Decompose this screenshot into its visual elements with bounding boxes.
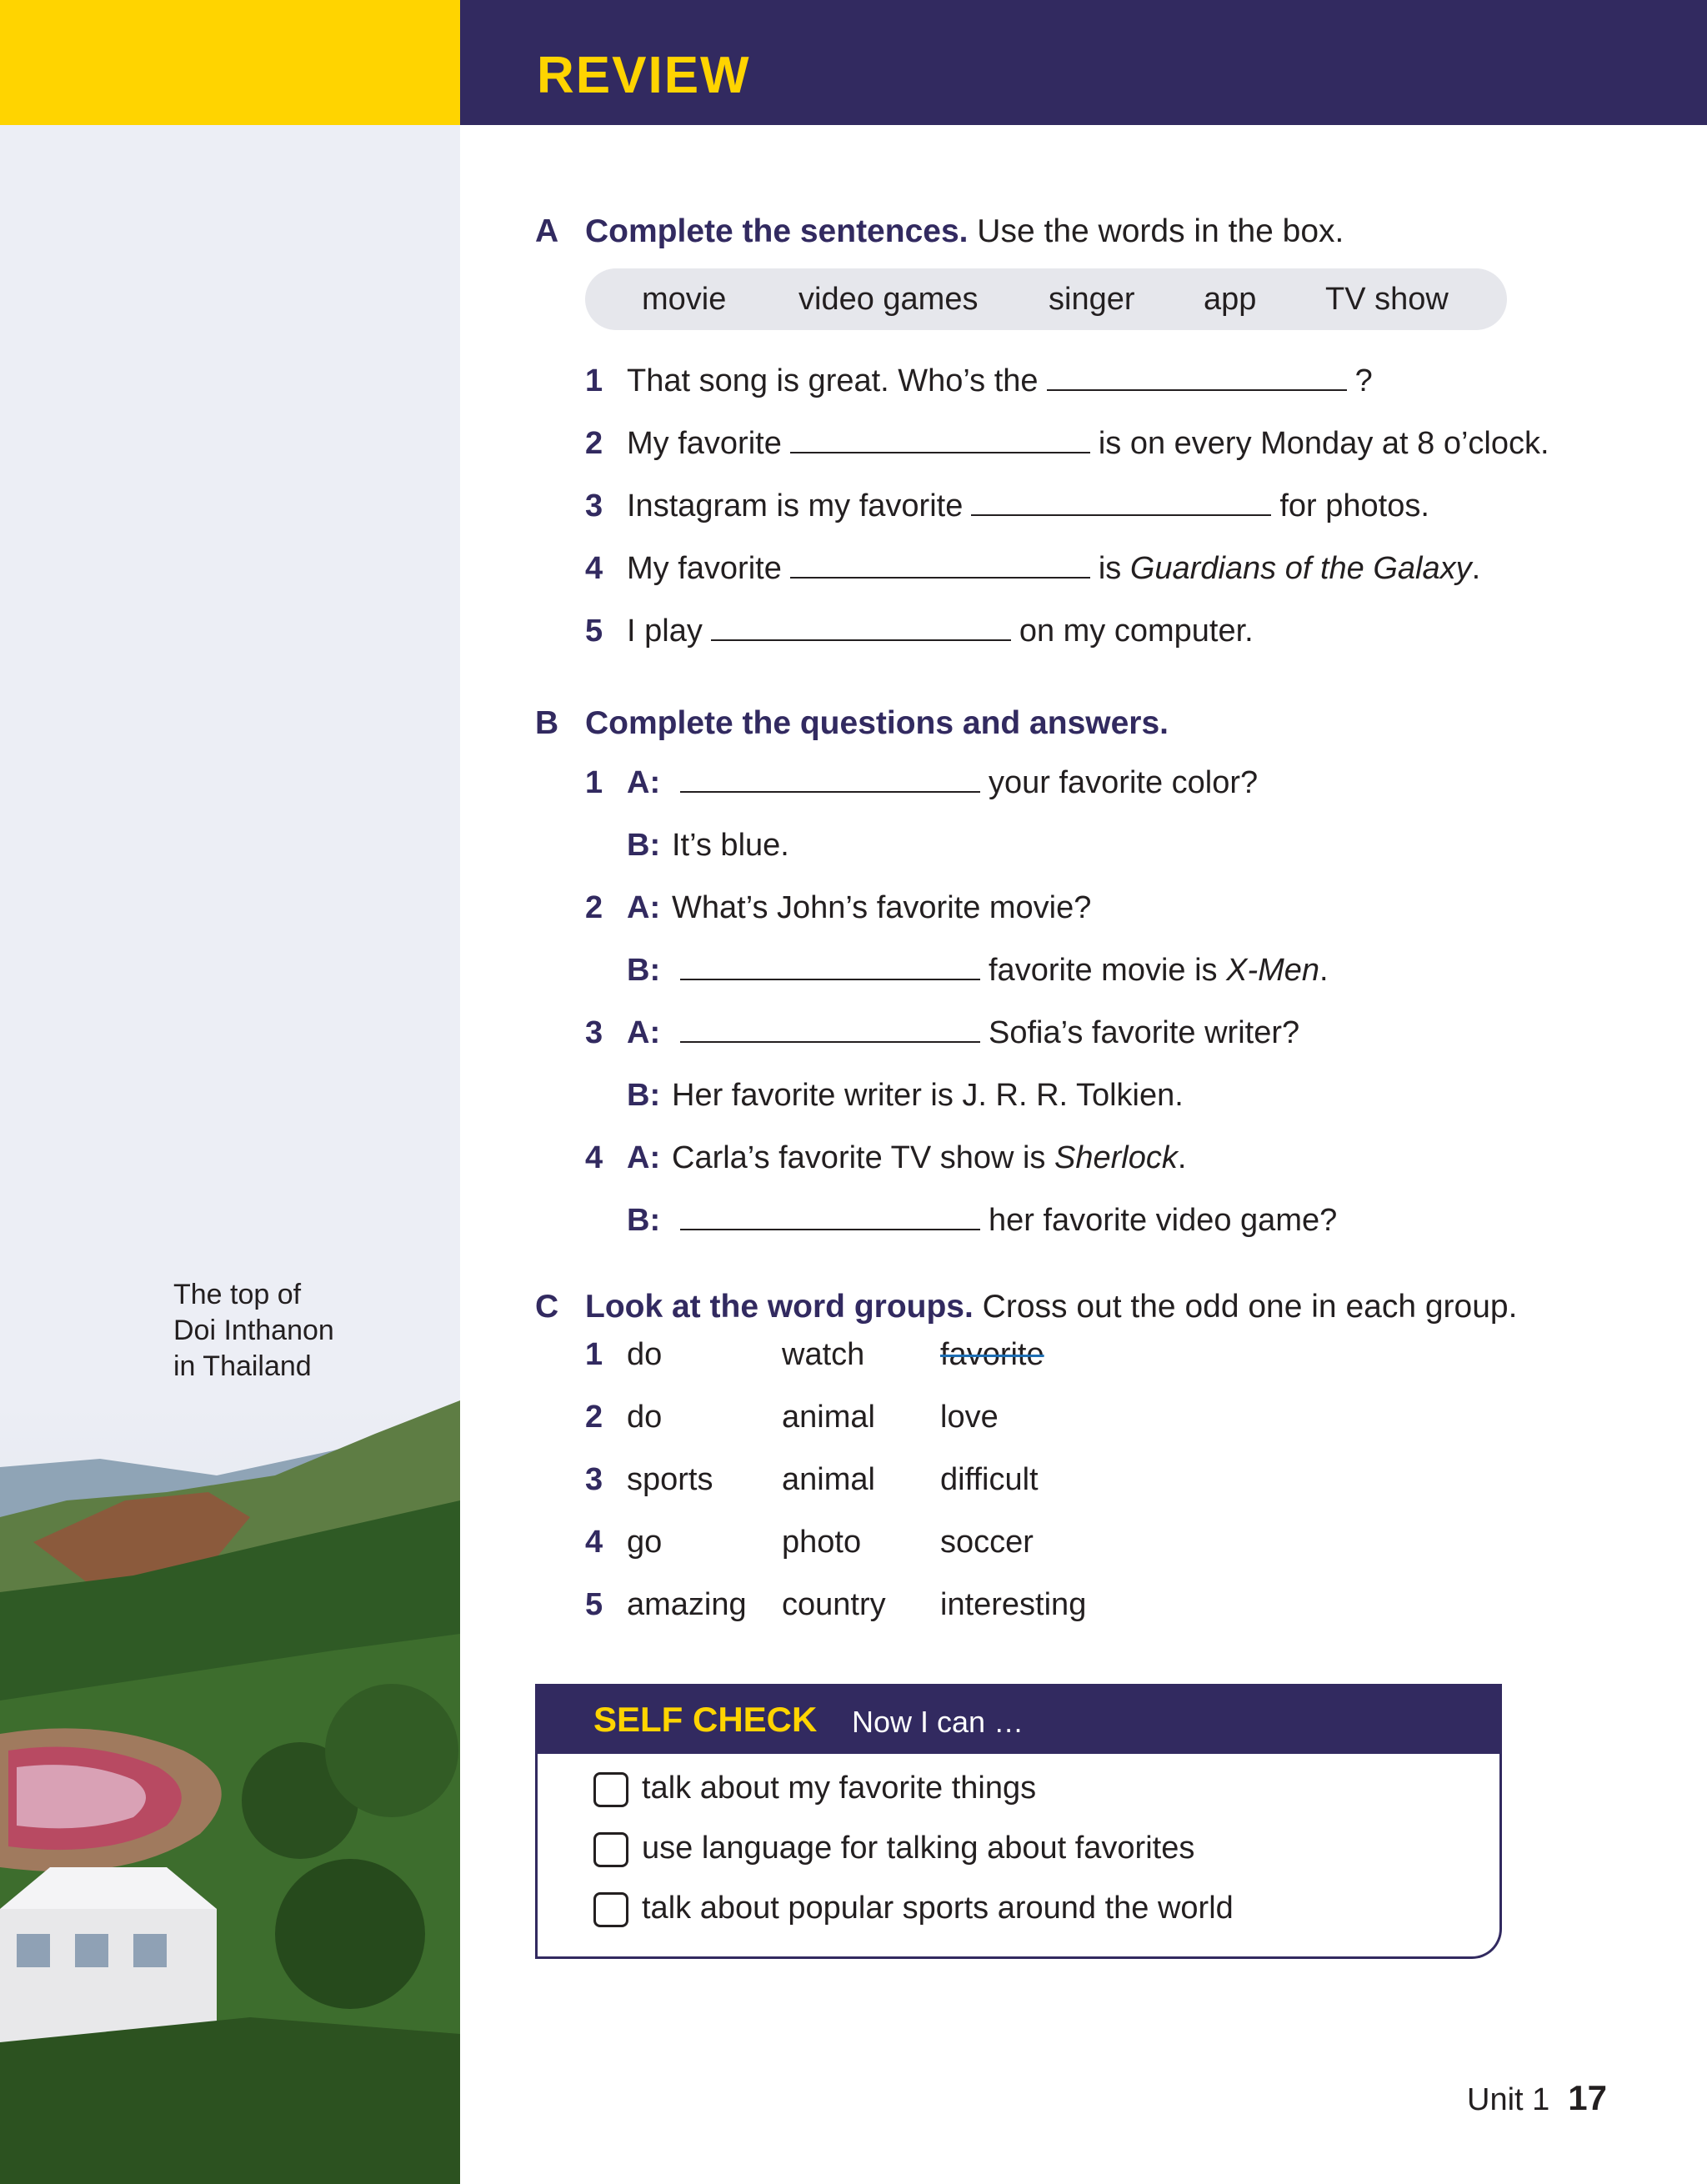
exercise-a-item (585, 615, 1254, 647)
dialogue-text: favorite movie is (989, 953, 1227, 988)
speaker-label: A: (627, 765, 661, 800)
dialogue-text: Sofia’s favorite writer? (989, 1015, 1300, 1050)
dialogue-line (585, 892, 1091, 924)
dialogue-text: your favorite color? (989, 765, 1259, 800)
section-instruction: Use the words in the box. (968, 213, 1344, 249)
dialogue-line (585, 954, 1329, 986)
dialogue-text: It’s blue. (672, 828, 789, 863)
item-number: 1 (585, 363, 603, 398)
answer-blank[interactable] (680, 1040, 980, 1043)
self-check-title: SELF CHECK (593, 1700, 818, 1739)
item-title-italic: Guardians of the Galaxy (1129, 551, 1472, 586)
speaker-label: B: (627, 1203, 661, 1238)
word-box-item: TV show (1325, 282, 1449, 317)
item-number: 1 (585, 1337, 603, 1372)
answer-blank[interactable] (680, 978, 980, 980)
item-text: My favorite (627, 426, 782, 461)
dialogue-text: . (1177, 1140, 1187, 1175)
section-letter: A (535, 213, 559, 249)
dialogue-text: her favorite video game? (989, 1203, 1338, 1238)
section-letter: B (535, 705, 559, 741)
item-text: is (1098, 551, 1130, 586)
self-check-label: talk about my favorite things (642, 1771, 1037, 1806)
dialogue-line (585, 1142, 1186, 1174)
speaker-label: B: (627, 1078, 661, 1113)
checkbox-icon[interactable] (593, 1892, 628, 1927)
word-group-word[interactable]: sports (627, 1462, 713, 1497)
section-instruction-bold: Look at the word groups. (585, 1289, 974, 1325)
answer-blank[interactable] (790, 576, 1090, 579)
item-text: for photos. (1279, 488, 1429, 523)
word-group-word[interactable]: do (627, 1400, 663, 1435)
item-text: That song is great. Who’s the (627, 363, 1039, 398)
self-check-item[interactable] (593, 1772, 1036, 1807)
page-number: 17 (1568, 2078, 1607, 2117)
item-text: ? (1354, 363, 1373, 398)
word-group-word[interactable]: amazing (627, 1587, 747, 1622)
self-check-label: use language for talking about favorites (642, 1831, 1195, 1866)
self-check-item[interactable] (593, 1892, 1234, 1927)
section-instruction-bold: Complete the questions and answers. (585, 705, 1169, 741)
dialogue-line (585, 1079, 1184, 1111)
word-box (585, 268, 1507, 330)
speaker-label: B: (627, 828, 661, 863)
item-number: 2 (585, 890, 603, 925)
word-group-word[interactable]: love (940, 1400, 999, 1435)
section-a-heading (535, 215, 1344, 248)
dialogue-text: Her favorite writer is J. R. R. Tolkien. (672, 1078, 1184, 1113)
word-group-word[interactable]: country (782, 1587, 886, 1622)
word-group-word[interactable]: soccer (940, 1525, 1034, 1560)
word-group-word[interactable]: watch (782, 1337, 865, 1372)
dialogue-text: . (1319, 953, 1329, 988)
item-number: 3 (585, 488, 603, 523)
answer-blank[interactable] (790, 451, 1090, 453)
dialogue-line (585, 1205, 1337, 1236)
word-box-item: video games (798, 282, 979, 317)
item-text: My favorite (627, 551, 782, 586)
dialogue-line (585, 829, 789, 861)
word-group-word[interactable]: animal (782, 1462, 875, 1497)
word-group-word[interactable]: photo (782, 1525, 862, 1560)
item-text: on my computer. (1019, 614, 1254, 649)
item-text: I play (627, 614, 703, 649)
word-group-word[interactable]: do (627, 1337, 663, 1372)
exercise-a-item (585, 490, 1429, 522)
self-check-subtitle: Now I can … (852, 1705, 1024, 1739)
mountain-garden-photo (0, 1400, 460, 2184)
section-letter: C (535, 1289, 559, 1325)
item-number: 5 (585, 1587, 603, 1622)
item-text: is on every Monday at 8 o’clock. (1098, 426, 1549, 461)
caption-line: Doi Inthanon (173, 1315, 334, 1346)
word-group-word[interactable]: favorite (940, 1337, 1044, 1372)
item-number: 4 (585, 551, 603, 586)
dialogue-text: Carla’s favorite TV show is (672, 1140, 1054, 1175)
speaker-label: A: (627, 890, 661, 925)
dialogue-title-italic: X-Men (1226, 953, 1320, 988)
item-number: 5 (585, 614, 603, 649)
self-check-label: talk about popular sports around the world (642, 1891, 1234, 1926)
page-footer (1467, 2078, 1607, 2117)
answer-blank[interactable] (711, 639, 1011, 641)
speaker-label: A: (627, 1140, 661, 1175)
dialogue-text: What’s John’s favorite movie? (672, 890, 1092, 925)
dialogue-line (585, 1017, 1299, 1049)
item-number: 3 (585, 1462, 603, 1497)
section-b-heading (535, 707, 1169, 739)
speaker-label: B: (627, 953, 661, 988)
section-instruction-bold: Complete the sentences. (585, 213, 969, 249)
dialogue-title-italic: Sherlock (1054, 1140, 1178, 1175)
answer-blank[interactable] (971, 513, 1271, 516)
item-number: 2 (585, 426, 603, 461)
checkbox-icon[interactable] (593, 1832, 628, 1867)
self-check-item[interactable] (593, 1832, 1194, 1867)
unit-label: Unit 1 (1467, 2082, 1550, 2117)
answer-blank[interactable] (680, 1228, 980, 1230)
word-group-word[interactable]: animal (782, 1400, 875, 1435)
page-title: REVIEW (537, 47, 751, 104)
item-text: Instagram is my favorite (627, 488, 964, 523)
section-c-heading (535, 1290, 1517, 1323)
item-number: 4 (585, 1140, 603, 1175)
word-box-item: movie (642, 282, 727, 317)
word-box-item: app (1204, 282, 1257, 317)
word-group-word[interactable]: interesting (940, 1587, 1087, 1622)
word-group-word[interactable]: go (627, 1525, 663, 1560)
dialogue-line (585, 767, 1258, 799)
answer-blank[interactable] (1047, 388, 1347, 391)
word-group-word[interactable]: difficult (940, 1462, 1039, 1497)
exercise-a-item (585, 365, 1373, 397)
item-number: 2 (585, 1400, 603, 1435)
item-text: . (1471, 551, 1481, 586)
word-box-item: singer (1049, 282, 1135, 317)
section-instruction: Cross out the odd one in each group. (973, 1289, 1518, 1325)
photo-illustration (0, 1400, 460, 2184)
answer-blank[interactable] (680, 790, 980, 793)
item-number: 4 (585, 1525, 603, 1560)
speaker-label: A: (627, 1015, 661, 1050)
exercise-a-item (585, 553, 1480, 584)
caption-line: in Thailand (173, 1350, 312, 1382)
photo-caption (173, 1277, 423, 1385)
caption-line: The top of (173, 1279, 302, 1310)
item-number: 3 (585, 1015, 603, 1050)
exercise-a-item (585, 428, 1549, 459)
checkbox-icon[interactable] (593, 1772, 628, 1807)
item-number: 1 (585, 765, 603, 800)
yellow-corner-band (0, 0, 460, 125)
